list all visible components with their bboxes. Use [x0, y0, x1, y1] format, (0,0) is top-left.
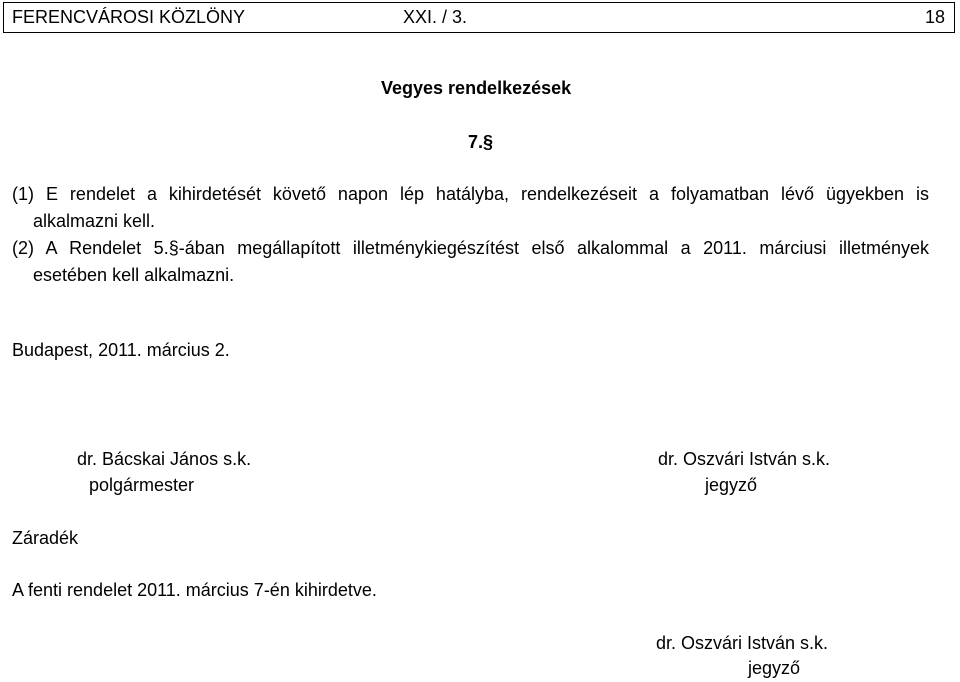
- clause-signatory-title: jegyző: [748, 658, 801, 678]
- clause-signatory-name: dr. Oszvári István s.k.: [656, 633, 829, 653]
- left-signatory-name: dr. Bácskai János s.k.: [77, 449, 252, 469]
- section-title: Vegyes rendelkezések: [381, 78, 572, 98]
- right-signatory-name: dr. Oszvári István s.k.: [658, 449, 831, 469]
- clause-label: Záradék: [12, 528, 79, 548]
- right-signatory-title: jegyző: [705, 475, 758, 495]
- place-date: Budapest, 2011. március 2.: [12, 340, 230, 360]
- paragraph-2-line-1: (2) A Rendelet 5.§-ában megállapított illetménykiegészítést első alkalommal a 2011. márciusi illetmények: [12, 238, 929, 258]
- left-signatory-title: polgármester: [89, 475, 195, 495]
- paragraph-1-line-1: (1) E rendelet a kihirdetését követő napon lép hatályba, rendelkezéseit a folyamatban lévő ügyekben is: [12, 184, 929, 204]
- paragraph-2-line-2: esetében kell alkalmazni.: [33, 265, 235, 285]
- paragraph-1-line-2: alkalmazni kell.: [33, 211, 156, 231]
- publication-title: FERENCVÁROSI KÖZLÖNY: [12, 7, 246, 27]
- page-header: [3, 2, 955, 33]
- paragraph-number: 7.§: [468, 132, 494, 152]
- clause-text: A fenti rendelet 2011. március 7-én kihirdetve.: [12, 580, 377, 600]
- issue-number: XXI. / 3.: [403, 7, 468, 27]
- page-number: 18: [924, 7, 945, 27]
